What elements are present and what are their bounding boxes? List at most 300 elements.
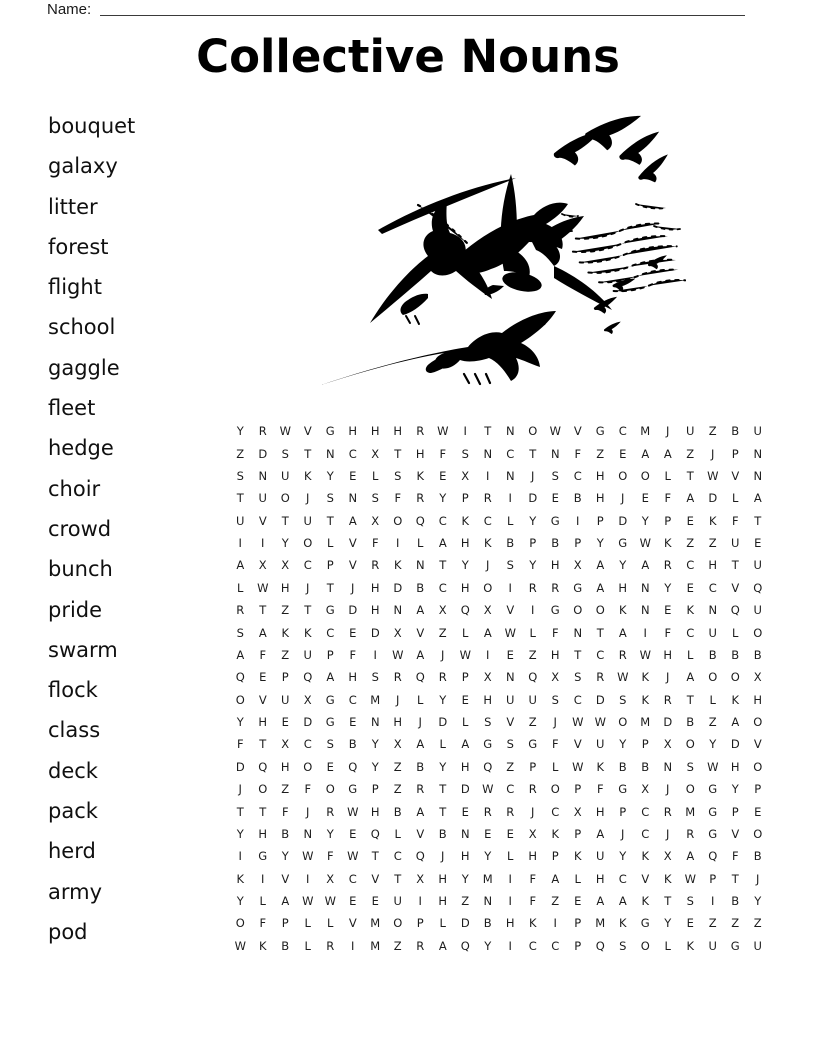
word-item: bunch	[48, 557, 113, 582]
grid-letter: T	[236, 491, 244, 506]
grid-letter: C	[641, 804, 650, 819]
grid-letter: C	[348, 446, 357, 461]
grid-letter: T	[731, 558, 739, 573]
grid-letter: Y	[326, 826, 334, 841]
grid-letter: Y	[236, 424, 244, 439]
grid-letter: O	[573, 603, 583, 618]
grid-letter: G	[348, 782, 358, 797]
grid-letter: P	[326, 647, 334, 662]
grid-letter: C	[708, 580, 717, 595]
grid-letter: O	[640, 938, 650, 953]
grid-letter: T	[731, 871, 739, 886]
grid-letter: B	[438, 826, 447, 841]
grid-letter: X	[641, 782, 650, 797]
grid-letter: G	[618, 782, 628, 797]
grid-letter: J	[666, 782, 670, 797]
grid-letter: W	[504, 625, 516, 640]
grid-letter: K	[641, 670, 650, 685]
grid-letter: T	[394, 871, 402, 886]
grid-letter: I	[486, 647, 490, 662]
grid-letter: L	[529, 625, 536, 640]
grid-letter: V	[753, 737, 762, 752]
grid-letter: P	[326, 558, 334, 573]
grid-letter: A	[416, 603, 425, 618]
grid-letter: V	[573, 424, 582, 439]
grid-letter: R	[483, 804, 492, 819]
word-item: choir	[48, 476, 101, 501]
grid-letter: U	[753, 424, 762, 439]
grid-letter: C	[641, 826, 650, 841]
grid-letter: M	[640, 424, 651, 439]
grid-letter: Z	[596, 446, 605, 461]
grid-letter: Y	[281, 849, 289, 864]
grid-letter: W	[707, 759, 719, 774]
grid-letter: Q	[348, 759, 358, 774]
grid-letter: V	[371, 871, 380, 886]
grid-letter: E	[349, 826, 357, 841]
grid-letter: L	[304, 938, 311, 953]
grid-letter: V	[641, 871, 650, 886]
name-label: Name:	[47, 1, 92, 18]
grid-letter: O	[235, 692, 245, 707]
grid-letter: P	[574, 536, 582, 551]
grid-letter: K	[708, 513, 717, 528]
grid-letter: O	[753, 625, 763, 640]
grid-letter: K	[236, 871, 245, 886]
grid-letter: A	[461, 737, 470, 752]
grid-letter: Y	[439, 692, 447, 707]
grid-letter: L	[462, 625, 469, 640]
grid-letter: N	[348, 491, 358, 506]
grid-letter: G	[595, 424, 605, 439]
grid-letter: A	[416, 647, 425, 662]
grid-letter: S	[506, 558, 514, 573]
grid-letter: M	[640, 715, 651, 730]
grid-letter: C	[483, 513, 492, 528]
grid-letter: A	[618, 894, 627, 909]
grid-letter: B	[731, 424, 740, 439]
grid-letter: S	[551, 468, 559, 483]
grid-letter: Y	[529, 558, 537, 573]
grid-letter: I	[373, 647, 377, 662]
grid-letter: Y	[754, 894, 762, 909]
grid-letter: Z	[708, 424, 717, 439]
grid-letter: Y	[439, 759, 447, 774]
grid-letter: F	[259, 647, 267, 662]
grid-letter: H	[370, 424, 380, 439]
grid-letter: L	[304, 916, 311, 931]
grid-letter: P	[461, 491, 469, 506]
grid-letter: W	[617, 670, 629, 685]
grid-letter: H	[595, 468, 605, 483]
grid-letter: C	[438, 513, 447, 528]
grid-letter: H	[550, 647, 560, 662]
grid-letter: K	[483, 536, 492, 551]
grid-letter: Q	[415, 849, 425, 864]
grid-letter: C	[393, 849, 402, 864]
grid-letter: H	[370, 804, 380, 819]
grid-letter: Z	[686, 446, 695, 461]
grid-letter: B	[686, 715, 695, 730]
grid-letter: Z	[393, 782, 402, 797]
grid-letter: P	[461, 670, 469, 685]
grid-letter: H	[280, 580, 290, 595]
grid-letter: Q	[595, 938, 605, 953]
word-item: forest	[48, 234, 109, 259]
grid-letter: T	[394, 446, 402, 461]
grid-letter: U	[753, 938, 762, 953]
grid-letter: W	[684, 871, 696, 886]
grid-letter: U	[596, 737, 605, 752]
grid-letter: V	[506, 715, 515, 730]
grid-letter: Q	[708, 849, 718, 864]
grid-letter: V	[303, 424, 312, 439]
grid-letter: Y	[461, 871, 469, 886]
grid-letter: Q	[460, 603, 470, 618]
grid-letter: G	[640, 916, 650, 931]
grid-letter: I	[508, 938, 512, 953]
grid-letter: H	[460, 580, 470, 595]
grid-letter: E	[641, 491, 649, 506]
grid-letter: V	[416, 826, 425, 841]
grid-letter: M	[482, 871, 493, 886]
grid-letter: S	[686, 894, 694, 909]
grid-letter: P	[281, 670, 289, 685]
grid-letter: J	[441, 849, 445, 864]
grid-letter: G	[325, 603, 335, 618]
grid-letter: U	[708, 938, 717, 953]
grid-letter: I	[508, 871, 512, 886]
flock-of-birds-illustration	[318, 108, 686, 394]
grid-letter: V	[258, 513, 267, 528]
grid-letter: P	[596, 513, 604, 528]
grid-letter: Z	[281, 603, 290, 618]
grid-letter: A	[236, 647, 245, 662]
grid-letter: E	[506, 826, 514, 841]
grid-letter: A	[596, 894, 605, 909]
grid-letter: E	[349, 468, 357, 483]
grid-letter: D	[663, 715, 673, 730]
grid-letter: X	[663, 737, 672, 752]
grid-letter: J	[486, 558, 490, 573]
grid-letter: U	[236, 513, 245, 528]
grid-letter: V	[348, 916, 357, 931]
grid-letter: G	[730, 938, 740, 953]
grid-letter: I	[261, 871, 265, 886]
grid-letter: I	[576, 513, 580, 528]
grid-letter: W	[594, 715, 606, 730]
grid-letter: P	[551, 849, 559, 864]
grid-letter: R	[416, 491, 425, 506]
grid-letter: U	[281, 468, 290, 483]
grid-letter: F	[259, 916, 267, 931]
grid-letter: A	[641, 446, 650, 461]
grid-letter: W	[459, 647, 471, 662]
grid-letter: J	[621, 491, 625, 506]
grid-letter: U	[596, 849, 605, 864]
grid-letter: Q	[415, 513, 425, 528]
grid-letter: N	[550, 446, 560, 461]
grid-letter: L	[574, 871, 581, 886]
grid-letter: W	[347, 849, 359, 864]
grid-letter: F	[664, 625, 672, 640]
grid-letter: T	[754, 513, 762, 528]
grid-letter: E	[686, 916, 694, 931]
grid-letter: H	[618, 580, 628, 595]
grid-letter: S	[326, 491, 334, 506]
grid-letter: P	[641, 737, 649, 752]
grid-letter: S	[326, 737, 334, 752]
grid-letter: P	[619, 804, 627, 819]
grid-letter: O	[483, 580, 493, 595]
grid-letter: P	[574, 916, 582, 931]
grid-letter: O	[708, 670, 718, 685]
grid-letter: P	[574, 826, 582, 841]
grid-letter: O	[235, 916, 245, 931]
grid-letter: D	[348, 603, 358, 618]
grid-letter: D	[438, 715, 448, 730]
grid-letter: Y	[281, 536, 289, 551]
grid-letter: J	[306, 580, 310, 595]
grid-letter: Q	[460, 938, 470, 953]
grid-letter: H	[258, 715, 268, 730]
grid-letter: C	[686, 558, 695, 573]
grid-letter: X	[528, 826, 537, 841]
grid-letter: W	[572, 759, 584, 774]
grid-letter: F	[371, 536, 379, 551]
grid-letter: X	[371, 513, 380, 528]
grid-letter: R	[663, 692, 672, 707]
grid-letter: O	[753, 759, 763, 774]
grid-letter: I	[553, 916, 557, 931]
grid-letter: Z	[281, 647, 290, 662]
grid-letter: Y	[236, 894, 244, 909]
grid-letter: Z	[753, 916, 762, 931]
grid-letter: X	[281, 737, 290, 752]
grid-letter: R	[663, 558, 672, 573]
grid-letter: N	[573, 625, 583, 640]
grid-letter: E	[349, 894, 357, 909]
grid-letter: O	[753, 826, 763, 841]
grid-letter: Y	[439, 491, 447, 506]
grid-letter: Y	[484, 938, 492, 953]
grid-letter: C	[506, 446, 515, 461]
grid-letter: Q	[235, 670, 245, 685]
grid-letter: J	[621, 826, 625, 841]
grid-letter: A	[438, 938, 447, 953]
grid-letter: O	[303, 759, 313, 774]
grid-letter: V	[348, 536, 357, 551]
grid-letter: J	[351, 580, 355, 595]
grid-letter: L	[732, 625, 739, 640]
grid-letter: Z	[731, 916, 740, 931]
grid-letter: Q	[483, 759, 493, 774]
grid-letter: R	[258, 424, 267, 439]
grid-letter: J	[711, 446, 715, 461]
grid-letter: T	[439, 558, 447, 573]
grid-letter: Z	[236, 446, 245, 461]
grid-letter: U	[258, 491, 267, 506]
grid-letter: F	[281, 804, 289, 819]
grid-letter: E	[259, 670, 267, 685]
grid-letter: L	[327, 916, 334, 931]
grid-letter: S	[686, 759, 694, 774]
grid-letter: N	[663, 759, 673, 774]
grid-letter: T	[439, 804, 447, 819]
grid-letter: L	[417, 536, 424, 551]
grid-letter: W	[234, 938, 246, 953]
grid-letter: J	[666, 670, 670, 685]
grid-letter: N	[415, 558, 425, 573]
grid-letter: U	[506, 692, 515, 707]
grid-letter: W	[707, 468, 719, 483]
word-item: crowd	[48, 516, 112, 541]
grid-letter: Y	[664, 916, 672, 931]
grid-letter: S	[506, 737, 514, 752]
grid-letter: X	[551, 670, 560, 685]
grid-letter: I	[508, 580, 512, 595]
grid-letter: F	[664, 491, 672, 506]
grid-letter: Q	[258, 759, 268, 774]
grid-letter: U	[393, 894, 402, 909]
grid-letter: D	[303, 715, 313, 730]
grid-letter: H	[708, 558, 718, 573]
grid-letter: Z	[708, 715, 717, 730]
grid-letter: O	[730, 670, 740, 685]
grid-letter: N	[505, 670, 515, 685]
grid-letter: K	[641, 692, 650, 707]
grid-letter: G	[550, 603, 560, 618]
grid-letter: N	[483, 894, 493, 909]
grid-letter: S	[236, 468, 244, 483]
grid-letter: P	[664, 513, 672, 528]
grid-letter: Y	[596, 536, 604, 551]
grid-letter: B	[393, 804, 402, 819]
grid-letter: T	[304, 603, 312, 618]
grid-letter: T	[484, 424, 492, 439]
grid-letter: L	[439, 737, 446, 752]
grid-letter: V	[258, 692, 267, 707]
grid-letter: N	[753, 468, 763, 483]
grid-letter: Z	[528, 715, 537, 730]
word-item: pack	[48, 799, 98, 824]
grid-letter: M	[370, 916, 381, 931]
grid-letter: D	[528, 491, 538, 506]
grid-letter: E	[686, 513, 694, 528]
grid-letter: R	[528, 580, 537, 595]
grid-letter: T	[371, 849, 379, 864]
grid-letter: H	[505, 916, 515, 931]
grid-letter: O	[528, 424, 538, 439]
grid-letter: H	[595, 491, 605, 506]
grid-letter: A	[596, 558, 605, 573]
grid-letter: S	[484, 715, 492, 730]
grid-letter: X	[483, 603, 492, 618]
grid-letter: C	[348, 871, 357, 886]
grid-letter: R	[438, 670, 447, 685]
grid-letter: A	[596, 826, 605, 841]
grid-letter: T	[664, 894, 672, 909]
grid-letter: C	[528, 938, 537, 953]
grid-letter: H	[393, 715, 403, 730]
grid-letter: K	[731, 692, 740, 707]
grid-letter: T	[529, 446, 537, 461]
grid-letter: I	[261, 536, 265, 551]
grid-letter: P	[574, 938, 582, 953]
grid-letter: C	[326, 625, 335, 640]
grid-letter: I	[711, 894, 715, 909]
grid-letter: F	[596, 782, 604, 797]
grid-letter: E	[686, 580, 694, 595]
grid-letter: H	[730, 759, 740, 774]
grid-letter: M	[370, 938, 381, 953]
grid-letter: S	[394, 468, 402, 483]
grid-letter: G	[573, 580, 583, 595]
grid-letter: A	[348, 513, 357, 528]
grid-letter: E	[754, 804, 762, 819]
grid-letter: F	[236, 737, 244, 752]
grid-letter: W	[257, 580, 269, 595]
grid-letter: Z	[528, 647, 537, 662]
grid-letter: Y	[664, 580, 672, 595]
grid-letter: X	[573, 804, 582, 819]
grid-letter: D	[460, 782, 470, 797]
grid-letter: H	[370, 603, 380, 618]
grid-letter: W	[392, 647, 404, 662]
grid-letter: T	[259, 737, 267, 752]
grid-letter: U	[303, 647, 312, 662]
grid-letter: T	[326, 513, 334, 528]
grid-letter: B	[281, 938, 290, 953]
grid-letter: Q	[303, 670, 313, 685]
grid-letter: J	[756, 871, 760, 886]
grid-letter: S	[619, 938, 627, 953]
grid-letter: H	[663, 647, 673, 662]
grid-letter: J	[553, 715, 557, 730]
grid-letter: F	[529, 894, 537, 909]
grid-letter: K	[663, 536, 672, 551]
word-item: flight	[48, 275, 102, 300]
grid-letter: I	[238, 849, 242, 864]
grid-letter: D	[370, 625, 380, 640]
grid-letter: U	[686, 424, 695, 439]
grid-letter: J	[441, 647, 445, 662]
grid-letter: R	[416, 938, 425, 953]
grid-letter: E	[574, 894, 582, 909]
grid-letter: S	[236, 625, 244, 640]
grid-letter: P	[731, 804, 739, 819]
grid-letter: H	[258, 826, 268, 841]
grid-letter: L	[417, 692, 424, 707]
grid-letter: X	[326, 871, 335, 886]
grid-letter: O	[393, 916, 403, 931]
grid-letter: O	[393, 513, 403, 528]
grid-letter: L	[372, 468, 379, 483]
grid-letter: X	[663, 849, 672, 864]
grid-letter: A	[281, 894, 290, 909]
grid-letter: D	[730, 737, 740, 752]
grid-letter: V	[731, 826, 740, 841]
grid-letter: L	[732, 491, 739, 506]
grid-letter: Y	[641, 513, 649, 528]
grid-letter: T	[259, 804, 267, 819]
grid-letter: N	[640, 580, 650, 595]
grid-letter: P	[529, 536, 537, 551]
grid-letter: Y	[236, 826, 244, 841]
grid-letter: H	[393, 424, 403, 439]
grid-letter: L	[709, 692, 716, 707]
grid-letter: K	[686, 603, 695, 618]
